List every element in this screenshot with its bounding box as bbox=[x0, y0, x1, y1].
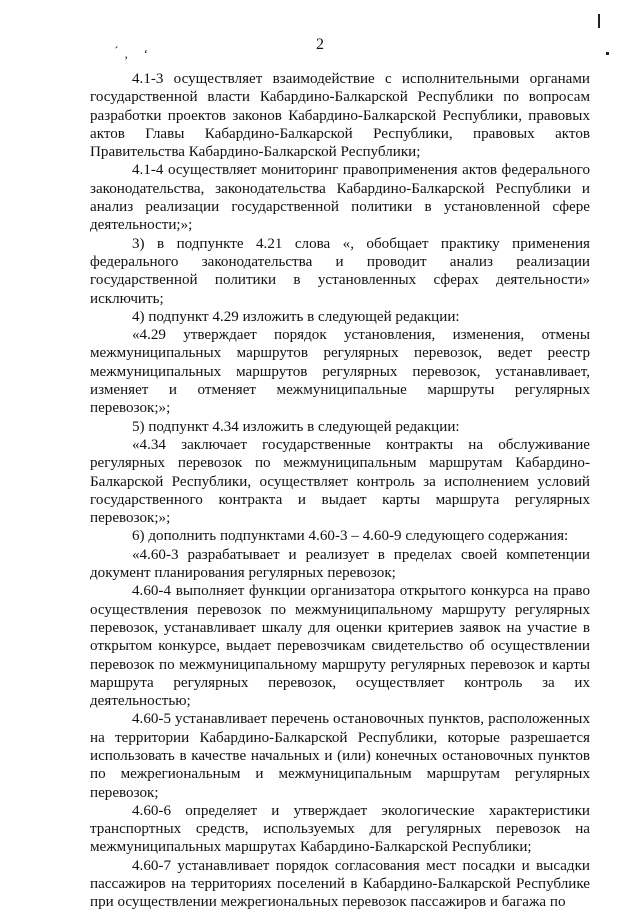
paragraph-item-5: 5) подпункт 4.34 изложить в следующей редакции: bbox=[132, 418, 460, 435]
scan-artifact-marks: ́‚ ‘ bbox=[118, 46, 154, 61]
paragraph-item-3: 3) в подпункте 4.21 слова «, обобщает практику применения федерального законодательства и проводит анализ реализации государственной политики в установленных сферах деятельности» исключить; bbox=[90, 235, 590, 307]
paragraph-4-34: «4.34 заключает государственные контракты на обслуживание регулярных перевозок по межмуниципальным маршрутам Кабардино-Балкарской Республики, осуществляет контроль за исполнением условий государственного контракта и выдает карты маршрута регулярных перевозок;»; bbox=[90, 436, 590, 527]
paragraph-4-60-3: «4.60-3 разрабатывает и реализует в пределах своей компетенции документ планирования регулярных перевозок; bbox=[90, 546, 590, 582]
paragraph-4-60-5: 4.60-5 устанавливает перечень остановочных пунктов, расположенных на территории Кабардино-Балкарской Республики, которые разрешается использовать в качестве начальных и (или) конечных остановочных пунктов по межрегиональным и межмуниципальным маршрутам регулярных перевозок; bbox=[90, 711, 590, 801]
paragraph-4-60-4: 4.60-4 выполняет функции организатора открытого конкурса на право осуществления перевозок по межмуниципальному маршруту регулярных перевозок, устанавливает шкалу для оценки критериев заявок на участие в открытом конкурсе, выдает перевозчикам свидетельство об осуществлении перевозок по межмуниципальному маршруту регулярных перевозок и карты маршрута регулярных перевозок, осуществляет контроль за их деятельностью; bbox=[90, 583, 590, 710]
document-body bbox=[90, 70, 590, 912]
page-number: 2 bbox=[316, 36, 324, 53]
scan-edge-mark-right bbox=[606, 52, 609, 55]
paragraph-4-60-6: 4.60-6 определяет и утверждает экологические характеристики транспортных средств, используемых для регулярных перевозок на межмуниципальных маршрутах Кабардино-Балкарской Республики; bbox=[90, 802, 590, 856]
paragraph-item-6: 6) дополнить подпунктами 4.60-3 – 4.60-9 следующего содержания: bbox=[132, 528, 569, 545]
paragraph-4-1-4: 4.1-4 осуществляет мониторинг правоприменения актов федерального законодательства, законодательства Кабардино-Балкарской Республики и анализ реализации государственной политики в установленной сфере деятельности;»; bbox=[90, 162, 590, 234]
paragraph-item-4: 4) подпункт 4.29 изложить в следующей редакции: bbox=[132, 308, 460, 325]
scan-edge-mark-top bbox=[598, 14, 600, 28]
paragraph-4-60-7: 4.60-7 устанавливает порядок согласования мест посадки и высадки пассажиров на территориях поселений в Кабардино-Балкарской Республике при осуществлении межрегиональных перевозок пассажиров и багажа по bbox=[90, 857, 590, 911]
paragraph-4-1-3: 4.1-3 осуществляет взаимодействие с исполнительными органами государственной власти Кабардино-Балкарской Республики по вопросам разработки проектов законов Кабардино-Балкарской Республики, правовых актов Главы Кабардино-Балкарской Республики, правовых актов Правительства Кабардино-Балкарской Республики; bbox=[90, 71, 590, 161]
paragraph-4-29: «4.29 утверждает порядок установления, изменения, отмены межмуниципальных маршрутов регулярных перевозок, ведет реестр межмуниципальных маршрутов регулярных перевозок, устанавливает, изменяет и отменяет межмуниципальные маршруты регулярных перевозок;»; bbox=[90, 327, 590, 417]
